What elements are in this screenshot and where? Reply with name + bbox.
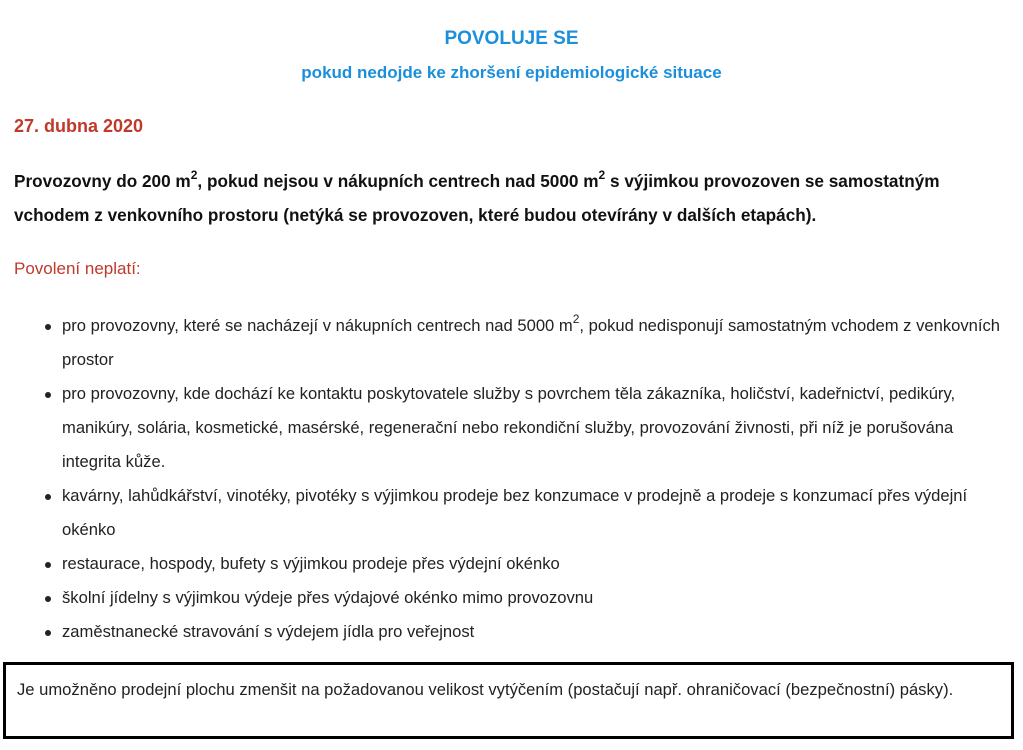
list-item-text: pro provozovny, které se nacházejí v nákupních centrech nad 5000 m	[62, 316, 573, 335]
list-item	[62, 581, 1007, 615]
list-item-text: restaurace, hospody, bufety s výjimkou prodeje přes výdejní okénko	[62, 554, 560, 573]
exceptions-list	[0, 309, 1007, 649]
list-item-text: pro provozovny, kde dochází ke kontaktu poskytovatele služby s povrchem těla zákazníka, holičství, kadeřnictví, pedikúry, manikúry, solária, kosmetické, masérské, regenerační nebo rekondiční služby, provozování živnosti, při níž je porušována integrita kůže.	[62, 384, 956, 471]
date-heading: 27. dubna 2020	[14, 116, 144, 136]
page-title: POVOLUJE SE	[444, 28, 579, 49]
notice-box: Je umožněno prodejní plochu zmenšit na požadovanou velikost vytýčením (postačují např. ohraničovací (bezpečnostní) pásky).	[3, 662, 1014, 739]
list-item	[62, 377, 1007, 479]
bullet-icon	[45, 494, 51, 500]
rule-text-1: Provozovny do 200 m	[14, 171, 191, 191]
bullet-icon	[45, 324, 51, 330]
rule-text-3: s výjimkou provozoven se samostatným vchodem z venkovního prostoru (netýká se provozoven, které budou otevírány v dalších etapách).	[14, 171, 940, 225]
page-subtitle: pokud nedojde ke zhoršení epidemiologické situace	[301, 63, 722, 82]
list-item	[62, 309, 1007, 377]
list-item-text: školní jídelny s výjimkou výdeje přes výdajové okénko mimo provozovnu	[62, 588, 594, 607]
bullet-icon	[45, 392, 51, 398]
rule-text-2: , pokud nejsou v nákupních centrech nad 5000 m	[197, 171, 599, 191]
rule-sup-2: 2	[598, 168, 606, 182]
list-item	[62, 615, 1007, 649]
bullet-icon	[45, 630, 51, 636]
bullet-icon	[45, 596, 51, 602]
rule-sup-1: 2	[190, 168, 198, 182]
list-item	[62, 547, 1007, 581]
list-item	[62, 479, 1007, 547]
list-item-text: kavárny, lahůdkářství, vinotéky, pivotéky s výjimkou prodeje bez konzumace v prodejně a prodeje s konzumací přes výdejní okénko	[62, 486, 968, 539]
list-item-text: zaměstnanecké stravování s výdejem jídla pro veřejnost	[62, 622, 475, 641]
list-item-text-after: , pokud nedisponují samostatným vchodem z venkovních prostor	[62, 316, 1001, 369]
bullet-icon	[45, 562, 51, 568]
list-item-sup: 2	[572, 312, 580, 326]
rule-paragraph	[14, 164, 1019, 232]
not-valid-label: Povolení neplatí:	[14, 259, 141, 278]
